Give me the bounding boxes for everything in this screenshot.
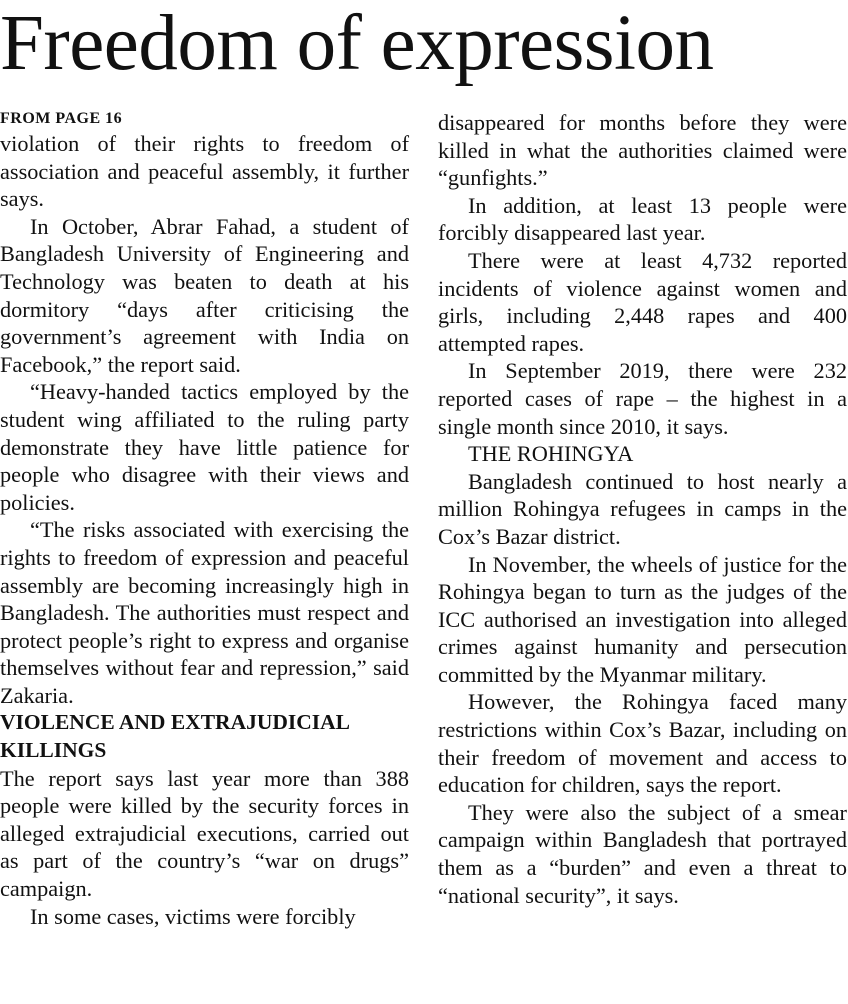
- paragraph: In addition, at least 13 people were forcibly disappeared last year.: [438, 192, 847, 246]
- paragraph: In November, the wheels of justice for the Rohingya began to turn as the judges of the ICC authorised an investigation into alleged crimes against humanity and persecution committed by the Myanmar military.: [438, 551, 847, 687]
- section-subhead: VIOLENCE AND EXTRAJUDICIAL KILLINGS: [0, 710, 349, 763]
- article-column-right: [438, 109, 847, 909]
- paragraph: However, the Rohingya faced many restrictions within Cox’s Bazar, including on their freedom of movement and access to education for children, says the report.: [438, 689, 847, 798]
- paragraph: Bangladesh continued to host nearly a million Rohingya refugees in camps in the Cox’s Bazar district.: [438, 468, 847, 549]
- continued-from-label: FROM PAGE 16: [0, 110, 123, 127]
- paragraph: In September 2019, there were 232 reported cases of rape – the highest in a single month since 2010, it says.: [438, 358, 847, 439]
- article-headline: Freedom of expression: [0, 0, 714, 87]
- paragraph: In some cases, victims were forcibly: [30, 903, 356, 929]
- paragraph: There were at least 4,732 reported incidents of violence against women and girls, including 2,448 rapes and 400 attempted rapes.: [438, 247, 847, 356]
- section-subhead: THE ROHINGYA: [468, 441, 634, 467]
- paragraph: violation of their rights to freedom of association and peaceful assembly, it further says.: [0, 131, 409, 212]
- paragraph: The report says last year more than 388 people were killed by the security forces in alleged extrajudicial executions, carried out as part of the country’s “war on drugs” campaign.: [0, 765, 409, 902]
- paragraph: “The risks associated with exercising the rights to freedom of expression and peaceful assembly are becoming increasingly high in Bangladesh. The authorities must respect and protect people’s right to express and organise themselves without fear and repression,” said Zakaria.: [0, 517, 409, 708]
- paragraph: They were also the subject of a smear campaign within Bangladesh that portrayed them as a “burden” and even a threat to “national security”, it says.: [438, 799, 847, 908]
- paragraph: In October, Abrar Fahad, a student of Bangladesh University of Engineering and Technology was beaten to death at his dormitory “days after criticising the government’s agreement with India on Facebook,” the report said.: [0, 213, 409, 377]
- paragraph: “Heavy-handed tactics employed by the student wing affiliated to the ruling party demonstrate they have little patience for people who disagree with their views and policies.: [0, 379, 409, 515]
- article-column-left: [0, 108, 409, 930]
- paragraph: disappeared for months before they were killed in what the authorities claimed were “gunfights.”: [438, 110, 847, 191]
